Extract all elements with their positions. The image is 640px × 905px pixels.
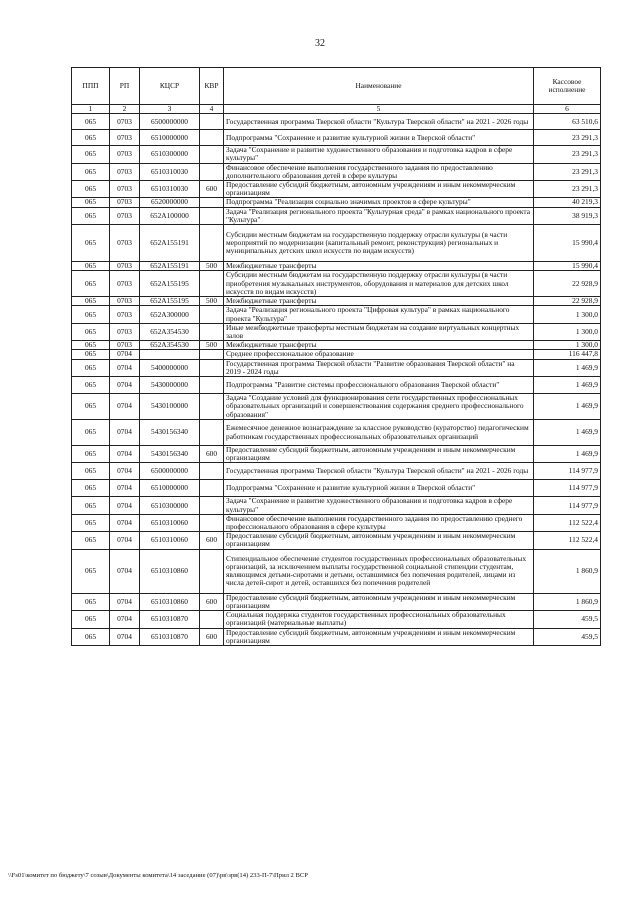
table-row [72, 262, 601, 271]
cell-kcsr: 652A155191 [140, 225, 200, 262]
cell-kvr [200, 359, 224, 376]
table-row [72, 225, 601, 262]
cell-rp: 0703 [110, 297, 140, 306]
header-ppp: ППП [72, 68, 110, 105]
cell-amount: 23 291,3 [534, 163, 601, 180]
cell-name: Субсидии местным бюджетам на государственную поддержку отрасли культуры (в части мероприятий по модернизации (капитальный ремонт, реконструкция) региональных и муниципальных детских школ искусств по видам искусств) [224, 225, 534, 262]
table-row [72, 532, 601, 549]
cell-kvr [200, 198, 224, 207]
cell-name: Предоставление субсидий бюджетным, автономным учреждениям и иным некоммерческим организациям [224, 593, 534, 610]
cell-amount: 1 300,0 [534, 306, 601, 323]
header-kcsr: КЦСР [140, 68, 200, 105]
cell-name: Межбюджетные трансферты [224, 341, 534, 350]
cell-rp: 0703 [110, 146, 140, 163]
cell-rp: 0703 [110, 163, 140, 180]
table-row [72, 130, 601, 146]
table-row [72, 377, 601, 394]
cell-name: Подпрограмма "Развитие системы профессионального образования Тверской области" [224, 377, 534, 394]
cell-rp: 0704 [110, 480, 140, 497]
cell-kcsr: 6510310060 [140, 514, 200, 531]
table-row [72, 181, 601, 198]
cell-kvr: 500 [200, 297, 224, 306]
cell-amount: 22 928,9 [534, 271, 601, 297]
cell-kvr [200, 306, 224, 323]
cell-kcsr: 5430000000 [140, 377, 200, 394]
cell-amount: 40 219,3 [534, 198, 601, 207]
cell-ppp: 065 [72, 198, 110, 207]
cell-kcsr: 6510000000 [140, 480, 200, 497]
cell-kcsr [140, 350, 200, 359]
cell-ppp: 065 [72, 463, 110, 480]
header-kvr: КВР [200, 68, 224, 105]
cell-kvr: 600 [200, 628, 224, 645]
cell-rp: 0703 [110, 262, 140, 271]
table-row [72, 341, 601, 350]
cell-kcsr: 652A300000 [140, 306, 200, 323]
cell-kvr [200, 146, 224, 163]
cell-rp: 0704 [110, 350, 140, 359]
cell-ppp: 065 [72, 514, 110, 531]
cell-kcsr: 5430156340 [140, 446, 200, 463]
cell-ppp: 065 [72, 271, 110, 297]
cell-name: Социальная поддержка студентов государственных профессиональных образовательных организаций (материальные выплаты) [224, 611, 534, 628]
cell-name: Задача "Реализация регионального проекта "Цифровая культура" в рамках национального проекта "Культура" [224, 306, 534, 323]
cell-name: Финансовое обеспечение выполнения государственного задания по предоставлению среднего профессионального образования в сфере культуры [224, 514, 534, 531]
cell-kcsr: 6510310870 [140, 611, 200, 628]
page-number: 32 [315, 38, 325, 49]
cell-amount: 1 469,9 [534, 377, 601, 394]
cell-kcsr: 6510310030 [140, 163, 200, 180]
cell-ppp: 065 [72, 207, 110, 224]
cell-kcsr: 652A100000 [140, 207, 200, 224]
cell-kvr [200, 377, 224, 394]
cell-kvr [200, 480, 224, 497]
table-row [72, 163, 601, 180]
cell-rp: 0704 [110, 497, 140, 514]
cell-kcsr: 6500000000 [140, 463, 200, 480]
cell-amount: 112 522,4 [534, 514, 601, 531]
cell-kvr [200, 225, 224, 262]
cell-ppp: 065 [72, 593, 110, 610]
cell-kvr [200, 323, 224, 340]
cell-ppp: 065 [72, 146, 110, 163]
cell-kcsr: 6520000000 [140, 198, 200, 207]
cell-rp: 0703 [110, 181, 140, 198]
cell-kcsr: 6510310860 [140, 549, 200, 593]
header-amount: Кассовое исполнение [534, 68, 601, 105]
cell-amount: 459,5 [534, 611, 601, 628]
cell-name: Подпрограмма "Сохранение и развитие культурной жизни в Тверской области" [224, 480, 534, 497]
cell-name: Задача "Реализация регионального проекта "Культурная среда" в рамках национального проекта "Культура" [224, 207, 534, 224]
table-row [72, 463, 601, 480]
cell-amount: 15 990,4 [534, 262, 601, 271]
cell-kvr [200, 207, 224, 224]
cell-kvr: 500 [200, 262, 224, 271]
cell-ppp: 065 [72, 323, 110, 340]
cell-rp: 0703 [110, 114, 140, 130]
cell-rp: 0704 [110, 514, 140, 531]
column-number: 1 [72, 105, 110, 114]
cell-kvr [200, 114, 224, 130]
budget-execution-table [71, 67, 601, 646]
cell-ppp: 065 [72, 480, 110, 497]
cell-rp: 0704 [110, 377, 140, 394]
cell-kcsr: 6510000000 [140, 130, 200, 146]
cell-name: Предоставление субсидий бюджетным, автономным учреждениям и иным некоммерческим организациям [224, 628, 534, 645]
cell-amount: 459,5 [534, 628, 601, 645]
cell-ppp: 065 [72, 628, 110, 645]
table-row [72, 628, 601, 645]
cell-amount: 22 928,9 [534, 297, 601, 306]
cell-kcsr: 6510310030 [140, 181, 200, 198]
cell-kcsr: 652A354530 [140, 341, 200, 350]
cell-amount: 114 977,9 [534, 480, 601, 497]
cell-kvr: 600 [200, 446, 224, 463]
header-row [72, 68, 601, 105]
cell-rp: 0704 [110, 394, 140, 420]
cell-amount: 1 300,0 [534, 341, 601, 350]
cell-rp: 0704 [110, 446, 140, 463]
cell-amount: 1 300,0 [534, 323, 601, 340]
cell-kvr [200, 394, 224, 420]
cell-amount: 114 977,9 [534, 463, 601, 480]
cell-ppp: 065 [72, 611, 110, 628]
cell-kcsr: 652A354530 [140, 323, 200, 340]
cell-ppp: 065 [72, 262, 110, 271]
cell-amount: 112 522,4 [534, 532, 601, 549]
cell-name: Предоставление субсидий бюджетным, автономным учреждениям и иным некоммерческим организациям [224, 532, 534, 549]
cell-amount: 38 919,3 [534, 207, 601, 224]
cell-amount: 23 291,3 [534, 130, 601, 146]
cell-name: Финансовое обеспечение выполнения государственного задания по предоставлению дополнительного образования детей в сфере культуры [224, 163, 534, 180]
cell-rp: 0704 [110, 359, 140, 376]
cell-amount: 1 469,9 [534, 420, 601, 446]
cell-ppp: 065 [72, 114, 110, 130]
cell-ppp: 065 [72, 130, 110, 146]
cell-kcsr: 6510310870 [140, 628, 200, 645]
cell-kvr [200, 497, 224, 514]
cell-amount: 1 469,9 [534, 446, 601, 463]
header-rp: РП [110, 68, 140, 105]
cell-rp: 0703 [110, 341, 140, 350]
cell-rp: 0703 [110, 271, 140, 297]
cell-name: Задача "Сохранение и развитие художественного образования и подготовка кадров в сфере культуры" [224, 497, 534, 514]
table-row [72, 446, 601, 463]
cell-ppp: 065 [72, 420, 110, 446]
cell-name: Стипендиальное обеспечение студентов государственных профессиональных образовательных организаций, за исключением выплаты государственной социальной стипендии студентам, являющимся детьми-сиротами и детьми, оставшимися без попечения родителей, лицами из числа детей-сирот и детей, оставшихся без попечения родителей [224, 549, 534, 593]
cell-rp: 0703 [110, 225, 140, 262]
cell-name: Предоставление субсидий бюджетным, автономным учреждениям и иным некоммерческим организациям [224, 446, 534, 463]
cell-ppp: 065 [72, 341, 110, 350]
table-row [72, 146, 601, 163]
cell-kcsr: 5430156340 [140, 420, 200, 446]
cell-rp: 0704 [110, 420, 140, 446]
column-number: 2 [110, 105, 140, 114]
column-number-row [72, 105, 601, 114]
cell-ppp: 065 [72, 181, 110, 198]
cell-name: Государственная программа Тверской области "Культура Тверской области" на 2021 - 2026 годы [224, 114, 534, 130]
table-row [72, 114, 601, 130]
cell-kcsr: 5400000000 [140, 359, 200, 376]
cell-ppp: 065 [72, 225, 110, 262]
cell-rp: 0703 [110, 198, 140, 207]
cell-amount: 63 510,6 [534, 114, 601, 130]
cell-kcsr: 6510310860 [140, 593, 200, 610]
column-number: 4 [200, 105, 224, 114]
table-row [72, 198, 601, 207]
cell-name: Межбюджетные трансферты [224, 297, 534, 306]
cell-kcsr: 6500000000 [140, 114, 200, 130]
cell-ppp: 065 [72, 377, 110, 394]
cell-name: Подпрограмма "Сохранение и развитие культурной жизни в Тверской области" [224, 130, 534, 146]
cell-rp: 0704 [110, 532, 140, 549]
cell-kvr: 500 [200, 341, 224, 350]
cell-amount: 114 977,9 [534, 497, 601, 514]
cell-name: Предоставление субсидий бюджетным, автономным учреждениям и иным некоммерческим организациям [224, 181, 534, 198]
cell-name: Межбюджетные трансферты [224, 262, 534, 271]
cell-rp: 0703 [110, 207, 140, 224]
cell-rp: 0704 [110, 463, 140, 480]
cell-name: Государственная программа Тверской области "Культура Тверской области" на 2021 - 2026 годы [224, 463, 534, 480]
cell-ppp: 065 [72, 306, 110, 323]
table-row [72, 207, 601, 224]
cell-name: Иные межбюджетные трансферты местным бюджетам на создание виртуальных концертных залов [224, 323, 534, 340]
cell-ppp: 065 [72, 497, 110, 514]
cell-kvr [200, 463, 224, 480]
cell-kvr [200, 163, 224, 180]
cell-kvr [200, 611, 224, 628]
cell-amount: 1 469,9 [534, 359, 601, 376]
cell-rp: 0703 [110, 323, 140, 340]
cell-kcsr: 652A155195 [140, 297, 200, 306]
cell-name: Государственная программа Тверской области "Развитие образования Тверской области" на 2019 - 2024 годы [224, 359, 534, 376]
header-name: Наименование [224, 68, 534, 105]
cell-rp: 0703 [110, 306, 140, 323]
cell-rp: 0704 [110, 549, 140, 593]
cell-name: Ежемесячное денежное вознаграждение за классное руководство (кураторство) педагогическим работникам государственных профессиональных образовательных организаций [224, 420, 534, 446]
cell-kcsr: 5430100000 [140, 394, 200, 420]
cell-ppp: 065 [72, 394, 110, 420]
cell-kvr: 600 [200, 593, 224, 610]
cell-amount: 1 860,9 [534, 549, 601, 593]
table-row [72, 420, 601, 446]
table-row [72, 497, 601, 514]
cell-kvr: 600 [200, 532, 224, 549]
cell-name: Задача "Создание условий для функционирования сети государственных профессиональных образовательных организаций и совершенствования содержания среднего профессионального образования" [224, 394, 534, 420]
cell-ppp: 065 [72, 446, 110, 463]
cell-kcsr: 6510300000 [140, 497, 200, 514]
cell-kvr [200, 350, 224, 359]
table-row [72, 480, 601, 497]
cell-name: Субсидии местным бюджетам на государственную поддержку отрасли культуры (в части приобретения музыкальных инструментов, оборудования и материалов для детских школ искусств по видам искусств) [224, 271, 534, 297]
cell-name: Подпрограмма "Реализация социально значимых проектов в сфере культуры" [224, 198, 534, 207]
cell-rp: 0704 [110, 611, 140, 628]
table-row [72, 306, 601, 323]
cell-kcsr: 652A155195 [140, 271, 200, 297]
table-row [72, 359, 601, 376]
cell-ppp: 065 [72, 297, 110, 306]
cell-kvr: 600 [200, 181, 224, 198]
cell-ppp: 065 [72, 350, 110, 359]
cell-ppp: 065 [72, 359, 110, 376]
cell-rp: 0704 [110, 628, 140, 645]
cell-amount: 1 469,9 [534, 394, 601, 420]
cell-kvr [200, 549, 224, 593]
cell-amount: 116 447,8 [534, 350, 601, 359]
cell-ppp: 065 [72, 532, 110, 549]
cell-ppp: 065 [72, 549, 110, 593]
table-row [72, 394, 601, 420]
cell-amount: 23 291,3 [534, 181, 601, 198]
cell-ppp: 065 [72, 163, 110, 180]
cell-kvr [200, 271, 224, 297]
table-row [72, 271, 601, 297]
cell-rp: 0704 [110, 593, 140, 610]
table-row [72, 549, 601, 593]
table-row [72, 323, 601, 340]
cell-amount: 15 990,4 [534, 225, 601, 262]
table-row [72, 297, 601, 306]
cell-kvr [200, 420, 224, 446]
footer-file-path: \\Fs01\комитет по бюджету\7 созыв\Документы комитета\14 заседание (07)\рв\зрв(14) 233-П-7\Прил 2 ВСР [8, 872, 308, 879]
cell-kcsr: 652A155191 [140, 262, 200, 271]
table-row [72, 514, 601, 531]
column-number: 5 [224, 105, 534, 114]
table-row [72, 593, 601, 610]
cell-amount: 23 291,3 [534, 146, 601, 163]
column-number: 3 [140, 105, 200, 114]
cell-kcsr: 6510300000 [140, 146, 200, 163]
cell-name: Среднее профессиональное образование [224, 350, 534, 359]
cell-amount: 1 860,9 [534, 593, 601, 610]
cell-name: Задача "Сохранение и развитие художественного образования и подготовка кадров в сфере культуры" [224, 146, 534, 163]
table-row [72, 611, 601, 628]
cell-rp: 0703 [110, 130, 140, 146]
cell-kcsr: 6510310060 [140, 532, 200, 549]
cell-kvr [200, 514, 224, 531]
cell-kvr [200, 130, 224, 146]
column-number: 6 [534, 105, 601, 114]
table-row [72, 350, 601, 359]
